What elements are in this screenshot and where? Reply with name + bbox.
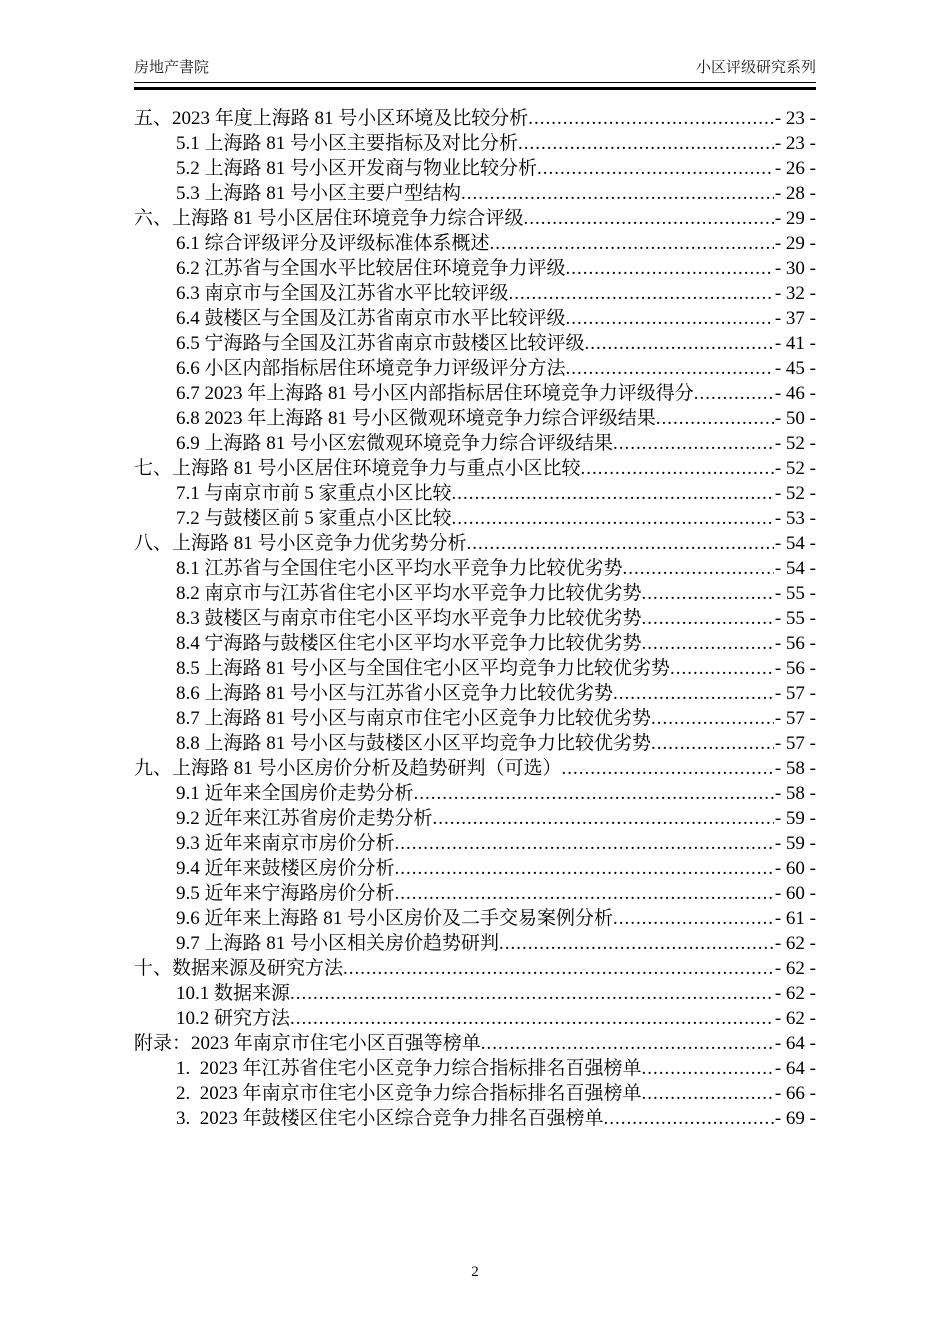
toc-dot-leader (613, 681, 774, 706)
toc-entry-title: 八、上海路 81 号小区竞争力优劣势分析 (134, 533, 467, 554)
toc-entry-title: 2. 2023 年南京市住宅小区竞争力综合指标排名百强榜单 (176, 1083, 642, 1104)
header-rule-thin (134, 82, 816, 83)
toc-entry-title: 6.7 2023 年上海路 81 号小区内部指标居住环境竞争力评级得分 (176, 383, 694, 404)
toc-dot-leader (581, 456, 774, 481)
toc-entry-title: 8.8 上海路 81 号小区与鼓楼区小区平均竞争力比较优劣势 (176, 733, 652, 754)
toc-dot-leader (623, 556, 774, 581)
toc-entry[interactable] (134, 456, 816, 481)
toc-dot-leader (433, 806, 774, 831)
toc-entry[interactable] (134, 356, 816, 381)
toc-entry-page: - 50 - (774, 408, 816, 429)
toc-entry[interactable] (134, 206, 816, 231)
toc-entry-title: 6.2 江苏省与全国水平比较居住环境竞争力评级 (176, 258, 566, 279)
toc-dot-leader (290, 981, 774, 1006)
toc-dot-leader (524, 206, 774, 231)
toc-entry-title: 九、上海路 81 号小区房价分析及趋势研判（可选） (134, 758, 562, 779)
toc-entry-title: 5.2 上海路 81 号小区开发商与物业比较分析 (176, 158, 538, 179)
toc-entry-page: - 60 - (774, 883, 816, 904)
toc-dot-leader (651, 706, 774, 731)
page-number: 2 (471, 1264, 479, 1280)
toc-entry-title: 10.2 研究方法 (176, 1008, 291, 1029)
toc-dot-leader (651, 731, 774, 756)
toc-entry-page: - 53 - (774, 508, 816, 529)
toc-entry-page: - 59 - (774, 808, 816, 829)
toc-entry-page: - 62 - (774, 933, 816, 954)
toc-entry-title: 6.8 2023 年上海路 81 号小区微观环境竞争力综合评级结果 (176, 408, 656, 429)
toc-entry[interactable] (134, 281, 816, 306)
header-rule-thick (134, 87, 816, 90)
toc-dot-leader (604, 1106, 774, 1131)
header-left-title: 房地产書院 (134, 59, 210, 76)
toc-entry-page: - 59 - (774, 833, 816, 854)
toc-dot-leader (499, 931, 774, 956)
toc-entry-page: - 56 - (774, 633, 816, 654)
toc-entry[interactable] (134, 706, 816, 731)
toc-entry-title: 6.3 南京市与全国及江苏省水平比较评级 (176, 283, 509, 304)
toc-entry[interactable] (134, 256, 816, 281)
page-footer (0, 1262, 950, 1282)
toc-dot-leader (642, 606, 774, 631)
toc-dot-leader (613, 906, 774, 931)
toc-entry-page: - 52 - (774, 483, 816, 504)
toc-entry[interactable] (134, 656, 816, 681)
toc-entry-title: 五、2023 年度上海路 81 号小区环境及比较分析 (134, 108, 529, 129)
toc-dot-leader (670, 656, 774, 681)
toc-entry-page: - 69 - (774, 1108, 816, 1129)
toc-entry[interactable] (134, 581, 816, 606)
toc-entry-page: - 62 - (774, 1008, 816, 1029)
toc-entry-title: 8.4 宁海路与鼓楼区住宅小区平均水平竞争力比较优劣势 (176, 633, 642, 654)
toc-entry-page: - 30 - (774, 258, 816, 279)
toc-entry-title: 9.3 近年来南京市房价分析 (176, 833, 395, 854)
toc-entry-title: 5.3 上海路 81 号小区主要户型结构 (176, 183, 462, 204)
toc-entry-title: 七、上海路 81 号小区居住环境竞争力与重点小区比较 (134, 458, 581, 479)
toc-entry[interactable] (134, 556, 816, 581)
toc-entry[interactable] (134, 306, 816, 331)
toc-entry-title: 8.3 鼓楼区与南京市住宅小区平均水平竞争力比较优劣势 (176, 608, 642, 629)
toc-entry-title: 10.1 数据来源 (176, 983, 291, 1004)
toc-entry[interactable] (134, 231, 816, 256)
toc-dot-leader (694, 381, 774, 406)
toc-entry-title: 9.2 近年来江苏省房价走势分析 (176, 808, 433, 829)
toc-entry[interactable] (134, 1081, 816, 1106)
toc-entry-page: - 62 - (774, 958, 816, 979)
toc-entry-title: 六、上海路 81 号小区居住环境竞争力综合评级 (134, 208, 524, 229)
toc-entry-title: 7.1 与南京市前 5 家重点小区比较 (176, 483, 452, 504)
toc-dot-leader (642, 581, 774, 606)
toc-dot-leader (642, 1081, 774, 1106)
toc-dot-leader (642, 1056, 774, 1081)
toc-entry-title: 9.5 近年来宁海路房价分析 (176, 883, 395, 904)
toc-entry-title: 十、数据来源及研究方法 (134, 958, 344, 979)
toc-dot-leader (518, 131, 774, 156)
toc-dot-leader (537, 156, 774, 181)
toc-entry-page: - 58 - (774, 758, 816, 779)
toc-entry[interactable] (134, 881, 816, 906)
toc-entry-page: - 56 - (774, 658, 816, 679)
toc-entry[interactable] (134, 931, 816, 956)
toc-dot-leader (461, 181, 774, 206)
toc-entry-title: 附录：2023 年南京市住宅小区百强等榜单 (134, 1033, 481, 1054)
toc-entry[interactable] (134, 756, 816, 781)
toc-dot-leader (490, 231, 774, 256)
toc-dot-leader (414, 781, 774, 806)
toc-entry-page: - 64 - (774, 1033, 816, 1054)
toc-dot-leader (343, 956, 774, 981)
toc-entry[interactable] (134, 1056, 816, 1081)
toc-entry-page: - 45 - (774, 358, 816, 379)
toc-entry-title: 9.7 上海路 81 号小区相关房价趋势研判 (176, 933, 500, 954)
toc-entry-title: 8.1 江苏省与全国住宅小区平均水平竞争力比较优劣势 (176, 558, 623, 579)
toc-dot-leader (562, 756, 774, 781)
toc-dot-leader (566, 306, 774, 331)
toc-entry[interactable] (134, 631, 816, 656)
toc-entry[interactable] (134, 856, 816, 881)
toc-entry-page: - 55 - (774, 608, 816, 629)
toc-entry-page: - 64 - (774, 1058, 816, 1079)
toc-entry-title: 6.1 综合评级评分及评级标准体系概述 (176, 233, 490, 254)
toc-entry-page: - 28 - (774, 183, 816, 204)
table-of-contents (134, 106, 816, 1131)
toc-entry[interactable] (134, 956, 816, 981)
toc-entry[interactable] (134, 181, 816, 206)
toc-entry-title: 6.6 小区内部指标居住环境竞争力评级评分方法 (176, 358, 566, 379)
toc-entry-page: - 52 - (774, 433, 816, 454)
toc-dot-leader (613, 431, 774, 456)
toc-entry-title: 3. 2023 年鼓楼区住宅小区综合竞争力排名百强榜单 (176, 1108, 604, 1129)
toc-entry-page: - 52 - (774, 458, 816, 479)
toc-dot-leader (566, 256, 774, 281)
toc-entry-page: - 57 - (774, 708, 816, 729)
toc-entry[interactable] (134, 981, 816, 1006)
toc-entry[interactable] (134, 781, 816, 806)
toc-entry[interactable] (134, 906, 816, 931)
toc-entry-page: - 57 - (774, 733, 816, 754)
toc-entry[interactable] (134, 831, 816, 856)
toc-entry[interactable] (134, 406, 816, 431)
toc-entry[interactable] (134, 431, 816, 456)
toc-entry[interactable] (134, 106, 816, 131)
toc-entry-title: 6.5 宁海路与全国及江苏省南京市鼓楼区比较评级 (176, 333, 585, 354)
toc-dot-leader (467, 531, 774, 556)
toc-entry-page: - 58 - (774, 783, 816, 804)
toc-dot-leader (566, 356, 774, 381)
toc-entry-title: 6.9 上海路 81 号小区宏微观环境竞争力综合评级结果 (176, 433, 614, 454)
toc-dot-leader (395, 856, 774, 881)
toc-dot-leader (656, 406, 774, 431)
toc-entry-title: 8.6 上海路 81 号小区与江苏省小区竞争力比较优劣势 (176, 683, 614, 704)
toc-entry-page: - 29 - (774, 233, 816, 254)
toc-entry-page: - 29 - (774, 208, 816, 229)
toc-entry[interactable] (134, 531, 816, 556)
toc-entry-title: 9.4 近年来鼓楼区房价分析 (176, 858, 395, 879)
toc-entry-page: - 26 - (774, 158, 816, 179)
toc-entry-page: - 60 - (774, 858, 816, 879)
toc-dot-leader (528, 106, 774, 131)
toc-entry[interactable] (134, 1106, 816, 1131)
toc-entry-page: - 23 - (774, 133, 816, 154)
toc-entry-title: 9.1 近年来全国房价走势分析 (176, 783, 414, 804)
toc-entry[interactable] (134, 381, 816, 406)
toc-entry[interactable] (134, 1031, 816, 1056)
toc-dot-leader (585, 331, 774, 356)
toc-entry-page: - 57 - (774, 683, 816, 704)
toc-entry[interactable] (134, 1006, 816, 1031)
toc-entry-page: - 46 - (774, 383, 816, 404)
toc-entry[interactable] (134, 806, 816, 831)
toc-entry-title: 8.5 上海路 81 号小区与全国住宅小区平均竞争力比较优劣势 (176, 658, 671, 679)
toc-dot-leader (452, 506, 774, 531)
toc-entry[interactable] (134, 731, 816, 756)
toc-entry-page: - 32 - (774, 283, 816, 304)
toc-dot-leader (290, 1006, 774, 1031)
toc-dot-leader (452, 481, 774, 506)
toc-entry-title: 7.2 与鼓楼区前 5 家重点小区比较 (176, 508, 452, 529)
toc-entry-title: 1. 2023 年江苏省住宅小区竞争力综合指标排名百强榜单 (176, 1058, 642, 1079)
toc-entry-page: - 54 - (774, 558, 816, 579)
page-header (134, 0, 816, 79)
toc-entry-page: - 66 - (774, 1083, 816, 1104)
toc-entry[interactable] (134, 331, 816, 356)
toc-entry-title: 6.4 鼓楼区与全国及江苏省南京市水平比较评级 (176, 308, 566, 329)
toc-dot-leader (642, 631, 774, 656)
toc-dot-leader (395, 831, 774, 856)
header-right-title: 小区评级研究系列 (695, 59, 816, 76)
toc-entry-title: 5.1 上海路 81 号小区主要指标及对比分析 (176, 133, 519, 154)
toc-entry[interactable] (134, 156, 816, 181)
toc-entry[interactable] (134, 131, 816, 156)
toc-entry-page: - 62 - (774, 983, 816, 1004)
toc-entry[interactable] (134, 681, 816, 706)
toc-entry-page: - 61 - (774, 908, 816, 929)
toc-entry-page: - 23 - (774, 108, 816, 129)
toc-entry-title: 8.2 南京市与江苏省住宅小区平均水平竞争力比较优劣势 (176, 583, 642, 604)
toc-entry-title: 9.6 近年来上海路 81 号小区房价及二手交易案例分析 (176, 908, 614, 929)
toc-dot-leader (395, 881, 774, 906)
toc-entry-page: - 54 - (774, 533, 816, 554)
toc-dot-leader (481, 1031, 774, 1056)
toc-entry[interactable] (134, 506, 816, 531)
toc-entry-page: - 37 - (774, 308, 816, 329)
toc-entry-title: 8.7 上海路 81 号小区与南京市住宅小区竞争力比较优劣势 (176, 708, 652, 729)
toc-entry[interactable] (134, 606, 816, 631)
toc-entry-page: - 41 - (774, 333, 816, 354)
toc-entry-page: - 55 - (774, 583, 816, 604)
toc-entry[interactable] (134, 481, 816, 506)
toc-dot-leader (509, 281, 774, 306)
